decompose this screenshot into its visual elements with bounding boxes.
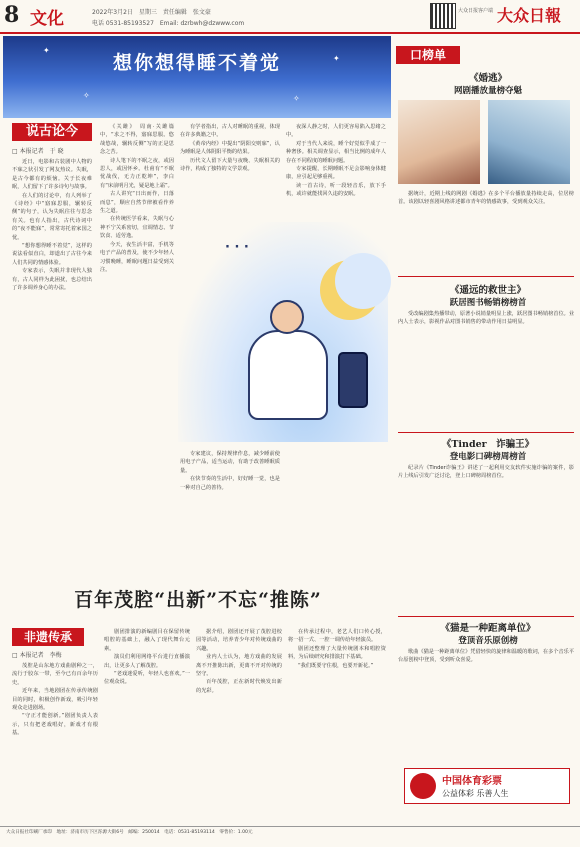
article-column [180,123,280,218]
paragraph: 夜深人静之时，人们更容易陷入思绪之中。 [286,124,386,139]
article-column [180,450,280,578]
paragraph: 近日，电影和古装剧中人物的不寐之状引发了网友热议。失眠，是古今都有的烦恼。关于长夜难眠，人们留下了许多诗句与故事。 [12,159,92,191]
drama-poster-image [398,100,480,184]
paragraph: 诗人笔下的不眠之夜，或因思人，或因怀乡。杜甫有“不眠忧战伐，无力正乾坤”，李白有“床前明月光，疑是地上霜”。 [100,157,174,189]
drama-poster-image [488,100,570,184]
newspaper-logo: 大众日報 [497,6,562,25]
rank-title: 《遥远的救世主》 [449,285,526,296]
smartphone-icon [338,352,368,408]
qr-code-icon [430,3,456,29]
masthead [0,0,580,34]
rank-body [398,310,574,426]
paragraph: 受改编剧集热播带动，原著小说销量明显上涨，跃居图书畅销榜首位。业内人士表示，影视作品对图书销售的带动作用日益明显。 [398,311,574,326]
paragraph: “守正才能创新。”剧团负责人表示，只有把老戏唱好，新戏才有根基。 [12,713,98,737]
paragraph: 业内人士认为，地方戏曲的发展离不开推陈出新，更离不开对传统的坚守。 [196,654,282,678]
paragraph: “我们既要守住根，也要开新花。” [298,662,374,669]
ad-title: 中国体育彩票 [442,776,502,787]
section-title: 文化 [30,9,64,29]
paragraph: 演员们利用网络平台进行直播演出，让更多人了解茂腔。 [104,654,190,669]
paragraph: 读一首古诗，听一段轻音乐，放下手机，或许就能找回久违的安眠。 [286,182,386,198]
article-column [286,123,386,218]
date-line: 2022年3月2日 星期三 责任编辑 张文豪 [92,9,211,16]
paragraph: 专家建议，保持规律作息，减少睡前使用电子产品，适当运动，有助于改善睡眠质量。 [180,451,280,474]
feature-headline: 想你想得睡不着觉 [112,52,281,74]
person-head-illustration [270,300,304,334]
page-footer: 大众日报社印刷厂承印 地址：济南市历下区泺源大街6号 邮编：250014 电话：0531-85193114 零售价：1.00元 [0,826,580,847]
paragraph: 剧团还整理了大量传统剧本和唱腔资料，为后续研究和排演打下基础。 [288,645,386,661]
rank-subtitle: 登顶音乐原创榜 [458,636,518,646]
paragraph: 百年茂腔，正在新时代焕发出新的光彩。 [196,679,282,694]
sports-lottery-logo-icon [410,773,436,799]
person-body-illustration [248,330,328,420]
paragraph: 在人们的讨论中，有人列举了《诗经》中“寤寐思服，辗转反侧”的句子，认为失眠往往与思念有关。也有人指出，古代诗词中的“夜不能寐”，常常寄托着家国之忧。 [12,192,92,241]
moon-shadow [335,253,391,309]
paragraph: 据介绍，剧团还开展了茂腔进校园等活动，培养青少年对传统戏曲的兴趣。 [196,629,282,652]
paragraph: 历代文人留下大量与夜晚、失眠相关的诗作，构成了独特的文学景观。 [180,157,280,173]
byline: □ 本报记者 于 晓 [12,148,64,155]
paragraph: 歌曲《猫是一种距离单位》凭借轻快的旋律和温暖的歌词，在多个音乐平台原创榜中登顶，受到听众喜爱。 [398,649,574,664]
byline: □ 本报记者 李梅 [12,652,62,659]
paragraph: 在传统医学看来，失眠与心神不宁关系密切，宜调情志、节饮食、适劳逸。 [100,216,174,240]
story-column [196,628,282,820]
rank-subtitle: 网剧播放量榜夺魁 [453,86,522,96]
paragraph: 在传承过程中，老艺人们口传心授，将一招一式、一腔一调传给年轻演员。 [288,629,386,644]
paragraph: 近年来，当地剧团在传承传统剧目的同时，积极创作新戏，吸引年轻观众走进剧场。 [12,688,98,712]
rank-body [398,464,574,610]
star-icon: ✧ [83,91,90,100]
paragraph: “想你想得睡不着觉”，这样的说法看似直白，却道出了古往今来人们共同的情感体验。 [12,243,92,266]
qr-label: 大众日报客户端 [458,8,494,14]
contact-line: 电话 0531-85193527 Email: dzrbwh@dzwww.com [92,20,245,27]
paragraph: 有学者指出，古人对睡眠的重视，体现在许多典籍之中。 [180,124,280,139]
rank-title: 《婚逃》 [468,73,507,84]
rank-subtitle: 登电影口碑榜周榜首 [449,452,527,462]
story-headline: 百年茂腔“出新”不忘“推陈” [74,589,322,611]
paragraph: 茂腔是山东地方戏曲剧种之一，流行于胶东一带，至今已有百余年历史。 [12,663,98,686]
commentary-body [12,158,92,578]
story-column [288,628,386,820]
column-label: 口榜单 [396,46,460,64]
feature-banner [3,36,391,118]
paragraph: 《关雎》 周南·关雎篇中，“求之不得，寤寐思服。悠哉悠哉，辗转反侧”写的正是思念之苦。 [100,124,174,156]
paragraph: 据统计，近期上线的网剧《婚逃》在多个平台播放量持续走高，位居榜首。该剧以轻喜剧风格讲述都市青年的情感故事，受到观众关注。 [398,191,574,206]
rank-body [398,648,574,760]
rank-title: 《猫是一种距离单位》 [440,623,536,634]
star-icon: ✧ [293,94,300,103]
paragraph: 剧团排演的新编剧目在保留传统唱腔的基础上，融入了现代舞台元素。 [104,629,190,652]
column-label: 非遗传承 [12,628,84,646]
divider [398,276,574,277]
divider [398,432,574,433]
rank-body [398,190,574,272]
page-number: 8 [4,2,20,28]
story-column [12,662,98,820]
paragraph: 在快节奏的生活中，好好睡一觉，也是一种对自己的善待。 [180,476,280,491]
paragraph: 对于当代人来说，睡个好觉似乎成了一种奢侈。相关调查显示，相当比例的成年人存在不同程度的睡眠问题。 [286,140,386,164]
star-icon: ✦ [43,46,50,55]
paragraph: 纪录片《Tinder诈骗王》讲述了一起利用交友软件实施诈骗的案件，影片上线后引发广泛讨论，登上口碑榜周榜首位。 [398,465,574,480]
paragraph: 古人讲究“日出而作，日落而息”，顺应自然节律被看作养生之道。 [100,191,174,215]
column-label: 说古论今 [12,123,92,141]
star-icon: ✦ [333,54,340,63]
paragraph: 今天，夜生活丰富，手机等电子产品的普及，使不少年轻人习惯晚睡，睡眠问题日益受到关注。 [100,241,174,273]
rank-title: 《Tinder 诈骗王》 [441,439,535,450]
divider [398,616,574,617]
rank-subtitle: 跃居图书畅销榜榜首 [449,298,527,308]
paragraph: 专家提醒，长期睡眠不足会影响身体健康，应引起足够重视。 [286,166,386,181]
story-column [104,628,190,820]
article-column [100,123,174,578]
paragraph: 专家表示，失眠并非现代人独有，古人同样为此困扰，也总结出了许多调养身心的办法。 [12,268,92,292]
paragraph: 《黄帝内经》中提出“阴阳交则寐”，认为睡眠是人体阴阳平衡的结果。 [180,140,280,156]
paragraph: “老戏迷爱听，年轻人也喜欢。”一位观众说。 [104,671,190,686]
sleep-zzz-icon: · · · [225,240,249,255]
ad-slogan: 公益体彩 乐善人生 [442,789,509,798]
